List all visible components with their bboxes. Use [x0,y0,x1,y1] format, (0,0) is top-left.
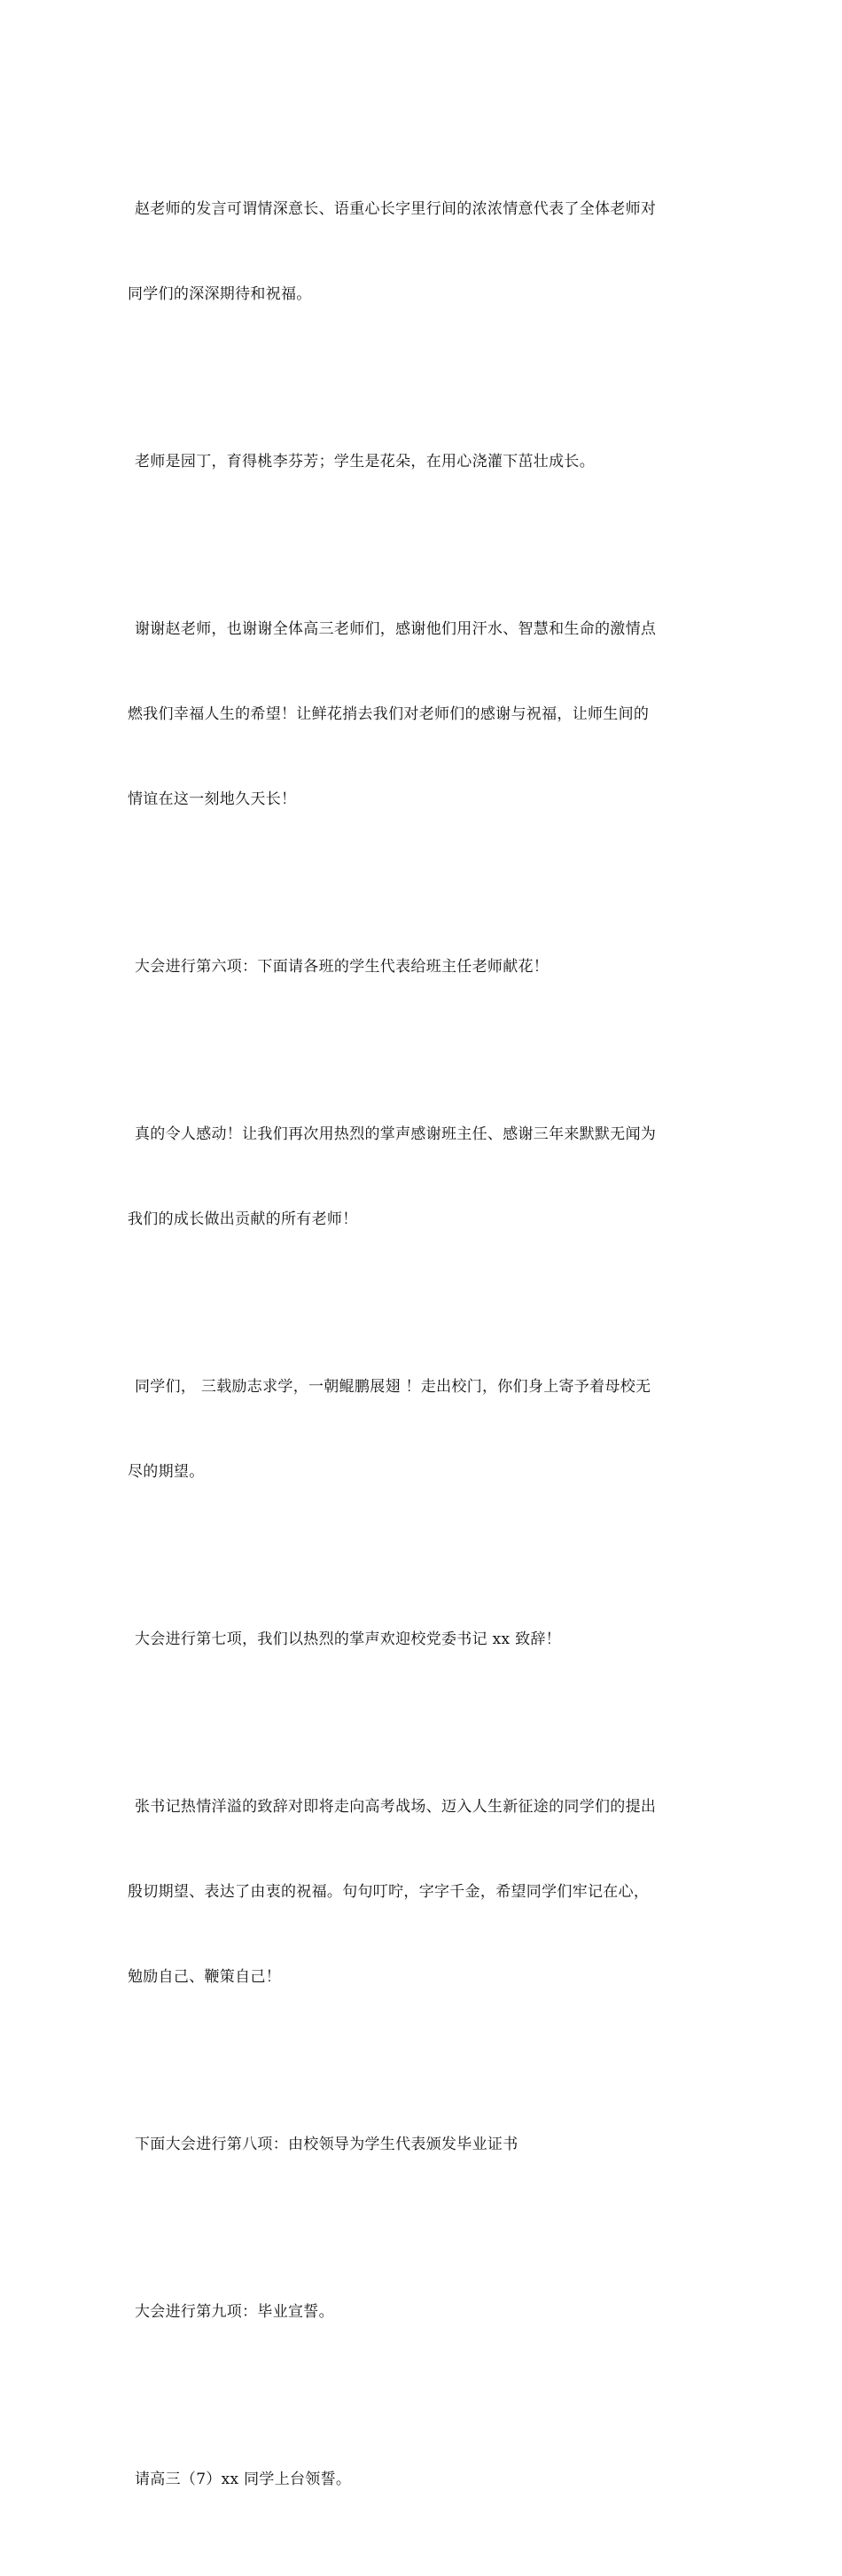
paragraph-line: 谢谢赵老师，也谢谢全体高三老师们，感谢他们用汗水、智慧和生命的激情点 [135,620,657,638]
paragraph-line: 请高三（7）xx 同学上台领誓。 [135,2471,352,2488]
paragraph-line: 我们的成长做出贡献的所有老师！ [128,1210,358,1228]
paragraph-7 [128,1568,723,1710]
paragraph-line: 赵老师的发言可谓情深意长、语重心长字里行间的浓浓情意代表了全体老师对 [135,200,657,218]
paragraph-line: 大会进行第九项：毕业宣誓。 [135,2303,334,2321]
paragraph-line: 老师是园丁，育得桃李芬芳；学生是花朵，在用心浇灌下茁壮成长。 [135,453,595,471]
paragraph-6 [128,1316,723,1543]
paragraph-line: 下面大会进行第八项：由校领导为学生代表颁发毕业证书 [135,2136,518,2153]
paragraph-11 [128,2409,723,2550]
paragraph-10 [128,2241,723,2383]
paragraph-line: 同学们的深深期待和祝福。 [128,285,312,303]
paragraph-4 [128,896,723,1038]
paragraph-2 [128,391,723,533]
paragraph-5 [128,1063,723,1290]
paragraph-line: 张书记热情洋溢的致辞对即将走向高考战场、迈入人生新征途的同学们的提出 [135,1798,657,1816]
paragraph-line: 大会进行第六项：下面请各班的学生代表给班主任老师献花！ [135,958,550,976]
paragraph-1 [128,138,723,365]
paragraph-line: 尽的期望。 [128,1463,205,1481]
paragraph-line: 勉励自己、鞭策自己！ [128,1968,281,1986]
paragraph-line: 殷切期望、表达了由衷的祝福。句句叮咛，字字千金，希望同学们牢记在心， [128,1883,650,1901]
paragraph-line: 真的令人感动！让我们再次用热烈的掌声感谢班主任、感谢三年来默默无闻为 [135,1125,657,1143]
paragraph-line: 同学们， 三载励志求学，一朝鲲鹏展翅 ！走出校门，你们身上寄予着母校无 [135,1378,651,1396]
paragraph-line: 情谊在这一刻地久天长！ [128,790,297,808]
paragraph-line: 大会进行第七项，我们以热烈的掌声欢迎校党委书记 xx 致辞！ [135,1630,561,1648]
paragraph-3 [128,558,723,870]
document-body [128,138,723,2576]
paragraph-9 [128,2074,723,2215]
paragraph-line: 燃我们幸福人生的希望！让鲜花捎去我们对老师们的感谢与祝福，让师生间的 [128,705,650,723]
paragraph-8 [128,1736,723,2048]
